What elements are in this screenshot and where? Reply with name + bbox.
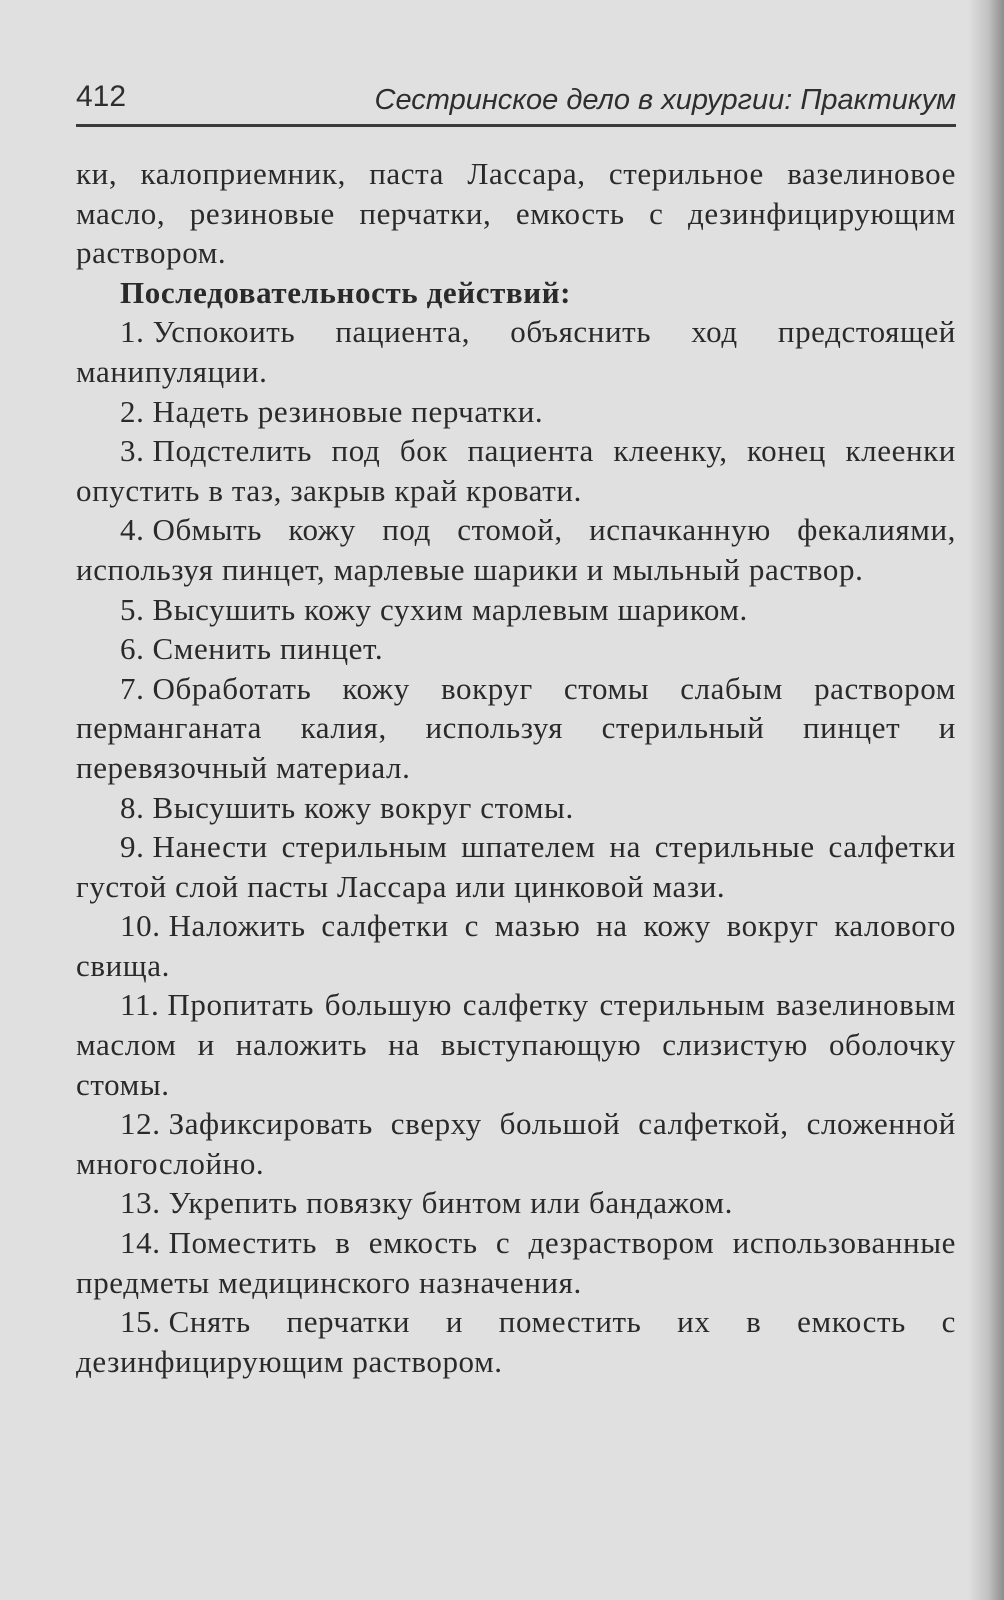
step-item xyxy=(76,431,956,510)
step-text: Снять перчатки и поместить их в емкость с дезинфицирующим раствором. xyxy=(76,1304,956,1379)
step-item xyxy=(76,1183,956,1223)
page-number: 412 xyxy=(76,80,127,113)
step-text: Подстелить под бок пациента клеенку, конец клеенки опустить в таз, закрыв край кровати. xyxy=(76,433,956,508)
step-number: 13. xyxy=(120,1185,161,1221)
step-number: 12. xyxy=(120,1106,161,1142)
running-title: Сестринское дело в хирургии: Практикум xyxy=(374,84,956,116)
step-item xyxy=(76,985,956,1104)
step-text: Высушить кожу вокруг стомы. xyxy=(152,789,574,825)
step-number: 15. xyxy=(120,1304,161,1340)
step-number: 6. xyxy=(120,631,145,667)
step-number: 2. xyxy=(120,393,145,429)
step-number: 4. xyxy=(120,512,145,548)
body-text xyxy=(76,154,956,1381)
step-text: Нанести стерильным шпателем на стерильные салфетки густой слой пасты Лассара или цинковой мази. xyxy=(76,829,956,904)
step-number: 3. xyxy=(120,433,145,469)
step-text: Поместить в емкость с дезраствором использованные предметы медицинского назначения. xyxy=(76,1225,956,1300)
step-item xyxy=(76,629,956,669)
step-number: 10. xyxy=(120,908,161,944)
step-number: 1. xyxy=(120,314,145,350)
section-heading: Последовательность действий: xyxy=(120,274,572,310)
step-number: 7. xyxy=(120,670,145,706)
step-number: 5. xyxy=(120,591,145,627)
step-text: Надеть резиновые перчатки. xyxy=(152,393,544,429)
step-text: Обмыть кожу под стомой, испачканную фекалиями, используя пинцет, марлевые шарики и мыльный раствор. xyxy=(76,512,956,587)
step-text: Сменить пинцет. xyxy=(152,631,384,667)
step-item xyxy=(76,312,956,391)
step-text: Пропитать большую салфетку стерильным вазелиновым маслом и наложить на выступающую слизистую оболочку стомы. xyxy=(76,987,956,1102)
page-edge-shadow xyxy=(968,0,1004,1600)
step-item xyxy=(76,1223,956,1302)
step-text: Зафиксировать сверху большой салфеткой, сложенной многослойно. xyxy=(76,1106,956,1181)
step-item xyxy=(76,1104,956,1183)
step-text: Обработать кожу вокруг стомы слабым раствором перманганата калия, используя стерильный пинцет и перевязочный материал. xyxy=(76,670,956,785)
step-text: Укрепить повязку бинтом или бандажом. xyxy=(168,1185,733,1221)
intro-paragraph: ки, калоприемник, паста Лассара, стерильное вазелиновое масло, резиновые перчатки, емкость с дезинфицирующим раствором. xyxy=(76,156,956,271)
step-text: Успокоить пациента, объяснить ход предстоящей манипуляции. xyxy=(76,314,956,389)
page-header xyxy=(76,76,956,124)
step-item xyxy=(76,669,956,788)
step-number: 8. xyxy=(120,789,145,825)
step-number: 11. xyxy=(120,987,160,1023)
step-item xyxy=(76,906,956,985)
step-item xyxy=(76,827,956,906)
header-rule xyxy=(76,124,956,127)
step-item xyxy=(76,510,956,589)
step-text: Высушить кожу сухим марлевым шариком. xyxy=(152,591,748,627)
step-number: 9. xyxy=(120,829,145,865)
step-number: 14. xyxy=(120,1225,161,1261)
step-item xyxy=(76,392,956,432)
step-item xyxy=(76,590,956,630)
step-text: Наложить салфетки с мазью на кожу вокруг калового свища. xyxy=(76,908,956,983)
step-item xyxy=(76,1302,956,1381)
step-item xyxy=(76,788,956,828)
